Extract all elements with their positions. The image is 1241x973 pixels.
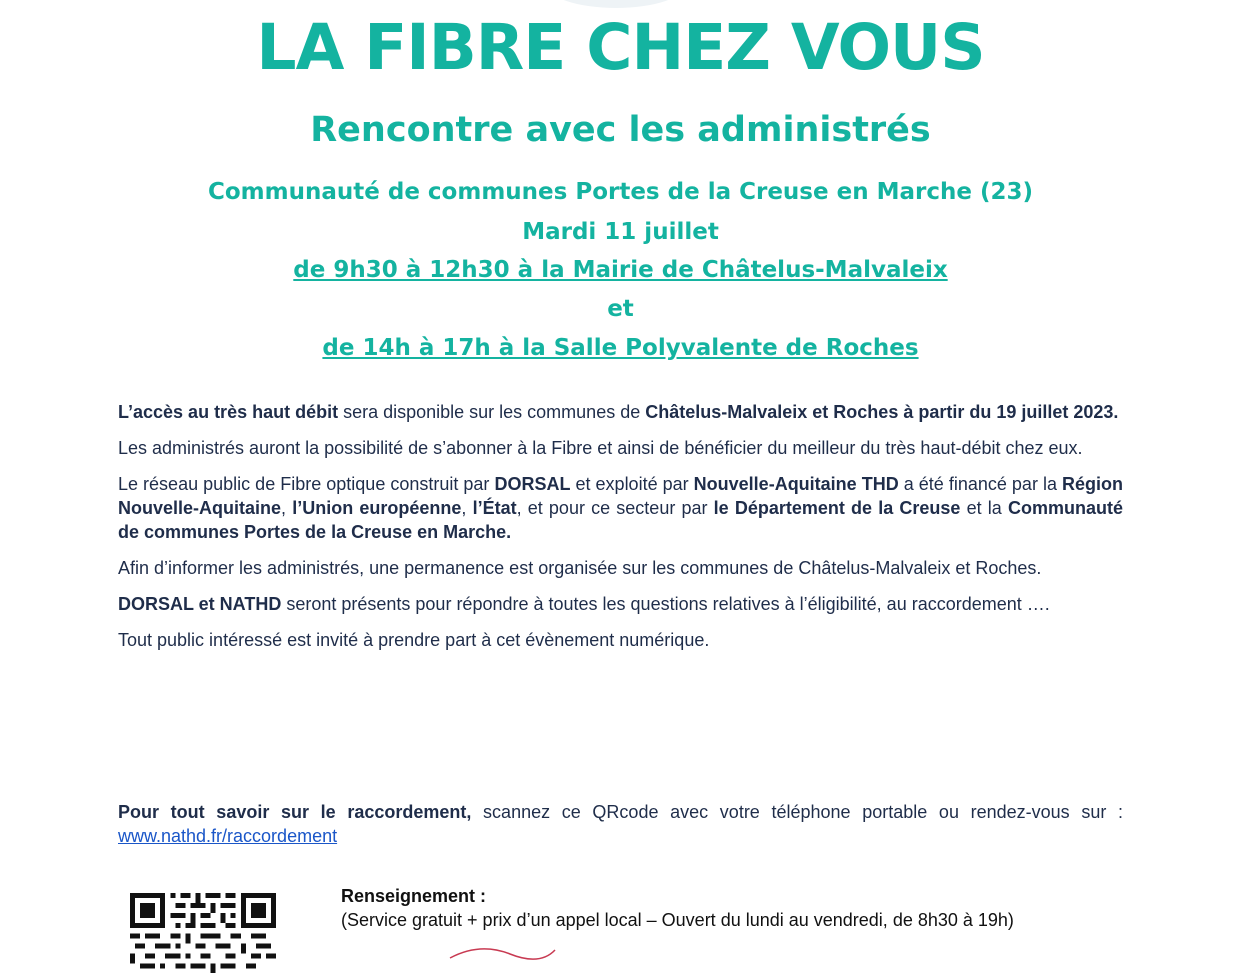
header-decoration (546, 0, 686, 8)
event-date: Mardi 11 juillet (522, 219, 719, 245)
paragraph-invitation: Tout public intéressé est invité à prendre part à cet évènement numérique. (118, 630, 710, 650)
paragraph-information: Afin d’informer les administrés, une permanence est organisée sur les communes de Châtelus-Malvaleix et Roches. (118, 558, 1042, 578)
paragraph-subscription: Les administrés auront la possibilité de s’abonner à la Fibre et ainsi de bénéficier du meilleur du très haut-débit chez eux. (118, 438, 1083, 458)
paragraph-presence: DORSAL et NATHD seront présents pour répondre à toutes les questions relatives à l’éligibilité, au raccordement …. (118, 594, 1050, 614)
decorative-swirl (440, 940, 560, 960)
page-title: LA FIBRE CHEZ VOUS (256, 11, 985, 84)
contact-block (341, 884, 1014, 932)
session-conjunction: et (607, 296, 634, 322)
announcement-body (118, 400, 1123, 664)
session-afternoon: de 14h à 17h à la Salle Polyvalente de Roches (322, 335, 919, 361)
raccordement-link[interactable]: www.nathd.fr/raccordement (118, 826, 338, 846)
page-subtitle: Rencontre avec les administrés (310, 110, 931, 150)
paragraph-funding: Le réseau public de Fibre optique construit par DORSAL et exploité par Nouvelle-Aquitaine THD a été financé par la Région Nouvelle-Aquitaine, l’Union européenne, l’État, et pour ce secteur par le Département de la Creuse et la Communauté de communes Portes de la Creuse en Marche. (118, 474, 1124, 542)
qr-code-icon (130, 893, 276, 973)
session-morning: de 9h30 à 12h30 à la Mairie de Châtelus-Malvaleix (293, 257, 948, 283)
raccordement-info: Pour tout savoir sur le raccordement, scannez ce QRcode avec votre téléphone portable ou rendez-vous sur : www.nathd.fr/raccordement (118, 802, 1123, 846)
contact-heading: Renseignement : (341, 886, 487, 906)
contact-details: (Service gratuit + prix d’un appel local – Ouvert du lundi au vendredi, de 8h30 à 19h) (341, 910, 1014, 930)
community-name: Communauté de communes Portes de la Creuse en Marche (23) (208, 179, 1033, 205)
paragraph-access: L’accès au très haut débit sera disponible sur les communes de Châtelus-Malvaleix et Roches à partir du 19 juillet 2023. (118, 402, 1119, 422)
